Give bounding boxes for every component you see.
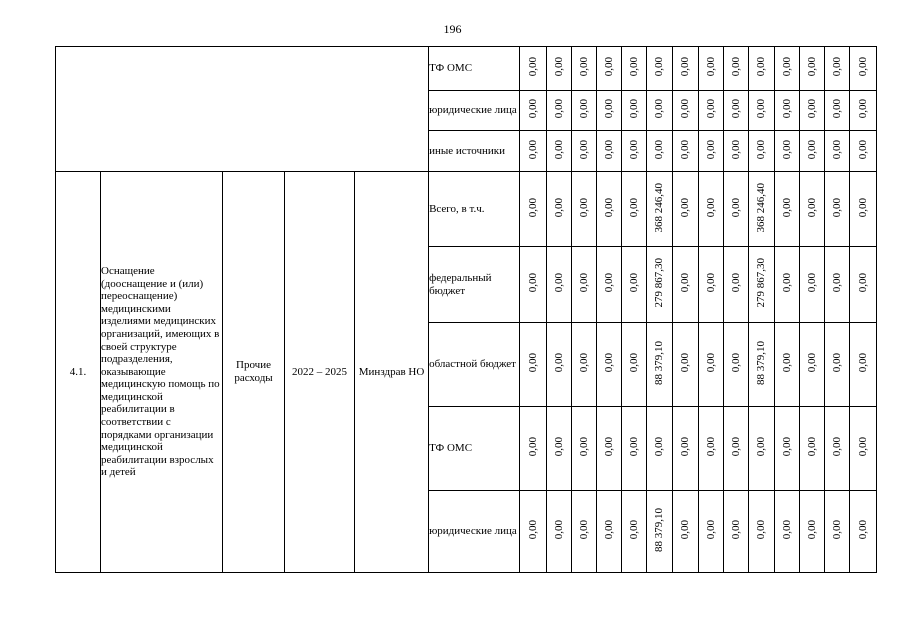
value-cell xyxy=(520,407,547,491)
value-text: 0,00 xyxy=(805,57,818,77)
item-number: 4.1. xyxy=(56,172,101,573)
value-text: 0,00 xyxy=(679,139,692,160)
funding-source: федеральный бюджет xyxy=(429,247,520,323)
value-text: 0,00 xyxy=(704,99,717,119)
value-cell xyxy=(749,91,775,131)
value-cell xyxy=(597,323,622,407)
value-cell xyxy=(749,172,775,247)
value-text: 0,00 xyxy=(805,139,818,160)
value-cell xyxy=(597,131,622,172)
value-text: 0,00 xyxy=(653,57,666,77)
value-cell xyxy=(724,47,749,91)
table-row xyxy=(56,172,877,247)
value-cell xyxy=(825,47,850,91)
value-text: 0,00 xyxy=(679,197,692,218)
value-cell xyxy=(825,172,850,247)
value-cell xyxy=(749,323,775,407)
value-text: 0,00 xyxy=(805,273,818,293)
value-cell xyxy=(800,91,825,131)
value-text: 0,00 xyxy=(602,437,615,457)
value-cell xyxy=(825,91,850,131)
value-cell xyxy=(572,247,597,323)
value-cell xyxy=(699,172,724,247)
value-text: 0,00 xyxy=(830,520,843,540)
value-text: 0,00 xyxy=(577,520,590,540)
value-cell xyxy=(547,323,572,407)
value-text: 0,00 xyxy=(653,437,666,457)
value-cell xyxy=(775,407,800,491)
value-cell xyxy=(622,172,647,247)
value-text: 0,00 xyxy=(729,520,742,540)
value-text: 0,00 xyxy=(552,139,565,160)
value-cell xyxy=(825,247,850,323)
value-text: 88 379,10 xyxy=(653,341,666,385)
value-cell xyxy=(520,47,547,91)
period: 2022 – 2025 xyxy=(285,172,355,573)
empty-merged-cell xyxy=(56,47,429,172)
value-text: 0,00 xyxy=(780,99,793,119)
funding-source: Всего, в т.ч. xyxy=(429,172,520,247)
value-text: 0,00 xyxy=(704,520,717,540)
value-cell xyxy=(572,491,597,573)
value-text: 0,00 xyxy=(602,57,615,77)
expense-type: Прочие расходы xyxy=(223,172,285,573)
value-text: 0,00 xyxy=(526,99,539,119)
value-cell xyxy=(825,131,850,172)
value-cell xyxy=(800,491,825,573)
value-text: 0,00 xyxy=(552,273,565,293)
value-cell xyxy=(622,323,647,407)
value-text: 0,00 xyxy=(602,353,615,373)
value-text: 0,00 xyxy=(602,99,615,119)
value-cell xyxy=(597,91,622,131)
value-cell xyxy=(673,172,699,247)
value-cell xyxy=(825,323,850,407)
value-text: 0,00 xyxy=(830,197,843,218)
value-text: 0,00 xyxy=(602,139,615,160)
value-text: 368 246,40 xyxy=(653,182,666,233)
value-text: 0,00 xyxy=(805,197,818,218)
value-cell xyxy=(547,172,572,247)
value-text: 0,00 xyxy=(679,57,692,77)
value-cell xyxy=(800,47,825,91)
value-cell xyxy=(673,247,699,323)
value-cell xyxy=(622,407,647,491)
value-cell xyxy=(775,91,800,131)
page-number: 196 xyxy=(443,22,462,36)
value-cell xyxy=(622,47,647,91)
value-text: 0,00 xyxy=(830,99,843,119)
value-cell xyxy=(775,172,800,247)
value-cell xyxy=(724,247,749,323)
value-text: 88 379,10 xyxy=(653,508,666,552)
value-text: 0,00 xyxy=(729,139,742,160)
value-text: 0,00 xyxy=(830,273,843,293)
value-cell xyxy=(647,47,673,91)
value-text: 0,00 xyxy=(679,437,692,457)
value-cell xyxy=(825,407,850,491)
value-text: 0,00 xyxy=(602,273,615,293)
value-text: 0,00 xyxy=(526,273,539,293)
value-text: 0,00 xyxy=(780,353,793,373)
value-text: 0,00 xyxy=(577,139,590,160)
value-text: 0,00 xyxy=(627,273,640,293)
value-text: 0,00 xyxy=(577,57,590,77)
value-cell xyxy=(673,491,699,573)
value-cell xyxy=(673,407,699,491)
value-cell xyxy=(647,172,673,247)
value-text: 0,00 xyxy=(805,353,818,373)
value-cell xyxy=(572,47,597,91)
value-text: 0,00 xyxy=(704,139,717,160)
value-text: 0,00 xyxy=(729,99,742,119)
value-cell xyxy=(749,491,775,573)
program-table xyxy=(55,46,877,573)
value-cell xyxy=(724,172,749,247)
value-cell xyxy=(699,131,724,172)
value-cell xyxy=(749,47,775,91)
value-text: 0,00 xyxy=(780,437,793,457)
value-text: 0,00 xyxy=(679,99,692,119)
value-text: 0,00 xyxy=(552,437,565,457)
value-text: 0,00 xyxy=(602,197,615,218)
value-text: 0,00 xyxy=(805,437,818,457)
value-text: 0,00 xyxy=(729,57,742,77)
value-cell xyxy=(800,172,825,247)
value-cell xyxy=(699,47,724,91)
value-cell xyxy=(749,407,775,491)
value-cell xyxy=(572,172,597,247)
value-text: 0,00 xyxy=(627,353,640,373)
value-cell xyxy=(520,91,547,131)
value-text: 279 867,30 xyxy=(755,258,768,308)
value-text: 0,00 xyxy=(627,437,640,457)
value-text: 0,00 xyxy=(830,139,843,160)
value-text: 0,00 xyxy=(577,353,590,373)
value-cell xyxy=(775,247,800,323)
value-cell xyxy=(622,491,647,573)
value-cell xyxy=(724,323,749,407)
value-cell xyxy=(850,131,877,172)
value-cell xyxy=(800,247,825,323)
value-text: 88 379,10 xyxy=(755,341,768,385)
value-cell xyxy=(547,491,572,573)
value-text: 0,00 xyxy=(627,99,640,119)
value-text: 0,00 xyxy=(805,520,818,540)
value-text: 0,00 xyxy=(830,437,843,457)
value-cell xyxy=(850,491,877,573)
value-text: 0,00 xyxy=(627,197,640,218)
value-text: 0,00 xyxy=(679,353,692,373)
value-cell xyxy=(749,247,775,323)
value-text: 368 246,40 xyxy=(755,182,768,233)
value-cell xyxy=(800,131,825,172)
value-cell xyxy=(547,47,572,91)
value-cell xyxy=(622,131,647,172)
value-cell xyxy=(673,131,699,172)
value-text: 0,00 xyxy=(729,197,742,218)
value-cell xyxy=(520,323,547,407)
funding-source: ТФ ОМС xyxy=(429,47,520,91)
value-cell xyxy=(724,131,749,172)
value-cell xyxy=(673,47,699,91)
value-text: 0,00 xyxy=(780,57,793,77)
value-text: 0,00 xyxy=(526,139,539,160)
value-text: 0,00 xyxy=(552,353,565,373)
value-text: 0,00 xyxy=(755,99,768,119)
value-text: 0,00 xyxy=(856,520,869,540)
value-cell xyxy=(547,131,572,172)
value-cell xyxy=(775,491,800,573)
value-cell xyxy=(520,247,547,323)
value-cell xyxy=(850,323,877,407)
value-text: 0,00 xyxy=(552,520,565,540)
value-cell xyxy=(673,91,699,131)
value-text: 0,00 xyxy=(704,57,717,77)
value-text: 0,00 xyxy=(755,437,768,457)
value-cell xyxy=(699,247,724,323)
value-text: 0,00 xyxy=(856,273,869,293)
value-text: 0,00 xyxy=(577,99,590,119)
value-text: 0,00 xyxy=(577,197,590,218)
value-cell xyxy=(647,131,673,172)
table-body xyxy=(56,47,877,573)
value-text: 0,00 xyxy=(780,139,793,160)
value-cell xyxy=(572,323,597,407)
value-text: 0,00 xyxy=(704,353,717,373)
value-cell xyxy=(800,323,825,407)
value-text: 0,00 xyxy=(602,520,615,540)
funding-source: областной бюджет xyxy=(429,323,520,407)
value-cell xyxy=(547,91,572,131)
value-cell xyxy=(724,407,749,491)
value-cell xyxy=(825,491,850,573)
value-text: 0,00 xyxy=(526,437,539,457)
value-cell xyxy=(597,172,622,247)
value-text: 0,00 xyxy=(830,353,843,373)
table-row xyxy=(56,47,877,91)
value-cell xyxy=(520,172,547,247)
value-cell xyxy=(597,407,622,491)
value-cell xyxy=(597,247,622,323)
value-cell xyxy=(572,131,597,172)
value-cell xyxy=(800,407,825,491)
value-text: 0,00 xyxy=(856,57,869,77)
value-text: 0,00 xyxy=(679,520,692,540)
value-cell xyxy=(749,131,775,172)
value-cell xyxy=(597,47,622,91)
value-cell xyxy=(647,491,673,573)
value-text: 0,00 xyxy=(856,99,869,119)
value-text: 0,00 xyxy=(780,197,793,218)
value-text: 0,00 xyxy=(729,273,742,293)
value-cell xyxy=(520,131,547,172)
value-cell xyxy=(572,91,597,131)
value-cell xyxy=(699,491,724,573)
value-text: 0,00 xyxy=(704,273,717,293)
funding-source: иные источники xyxy=(429,131,520,172)
value-text: 0,00 xyxy=(526,520,539,540)
value-text: 0,00 xyxy=(679,273,692,293)
value-cell xyxy=(775,47,800,91)
value-cell xyxy=(699,91,724,131)
value-cell xyxy=(647,91,673,131)
value-cell xyxy=(647,247,673,323)
value-text: 0,00 xyxy=(627,57,640,77)
value-text: 0,00 xyxy=(704,197,717,218)
executor: Минздрав НО xyxy=(355,172,429,573)
value-text: 0,00 xyxy=(856,197,869,218)
value-cell xyxy=(572,407,597,491)
value-cell xyxy=(622,247,647,323)
value-cell xyxy=(850,91,877,131)
value-text: 279 867,30 xyxy=(653,258,666,308)
value-cell xyxy=(850,172,877,247)
value-cell xyxy=(647,323,673,407)
value-cell xyxy=(622,91,647,131)
item-name: Оснащение (дооснащение и (или) переоснащение) медицинскими изделиями медицинских организаций, имеющих в своей структуре подразделения, оказывающие медицинскую помощь по медицинской реабилитации в соответствии с порядками организации медицинской реабилитации взрослых и детей xyxy=(101,172,223,573)
value-text: 0,00 xyxy=(856,139,869,160)
value-text: 0,00 xyxy=(577,273,590,293)
value-text: 0,00 xyxy=(830,57,843,77)
funding-source: ТФ ОМС xyxy=(429,407,520,491)
value-cell xyxy=(850,247,877,323)
value-cell xyxy=(775,323,800,407)
value-cell xyxy=(547,247,572,323)
value-cell xyxy=(775,131,800,172)
value-text: 0,00 xyxy=(627,139,640,160)
value-text: 0,00 xyxy=(526,57,539,77)
value-text: 0,00 xyxy=(627,520,640,540)
value-cell xyxy=(699,407,724,491)
funding-source: юридические лица xyxy=(429,491,520,573)
value-text: 0,00 xyxy=(577,437,590,457)
value-cell xyxy=(520,491,547,573)
value-cell xyxy=(850,407,877,491)
value-cell xyxy=(673,323,699,407)
value-text: 0,00 xyxy=(856,437,869,457)
value-text: 0,00 xyxy=(780,520,793,540)
value-cell xyxy=(597,491,622,573)
value-cell xyxy=(699,323,724,407)
value-text: 0,00 xyxy=(526,353,539,373)
value-cell xyxy=(850,47,877,91)
value-cell xyxy=(647,407,673,491)
value-text: 0,00 xyxy=(780,273,793,293)
value-text: 0,00 xyxy=(755,57,768,77)
value-text: 0,00 xyxy=(552,197,565,218)
value-text: 0,00 xyxy=(552,99,565,119)
value-text: 0,00 xyxy=(704,437,717,457)
value-text: 0,00 xyxy=(755,520,768,540)
value-text: 0,00 xyxy=(526,197,539,218)
value-text: 0,00 xyxy=(755,139,768,160)
value-cell xyxy=(724,91,749,131)
value-text: 0,00 xyxy=(729,353,742,373)
value-text: 0,00 xyxy=(653,99,666,119)
value-cell xyxy=(724,491,749,573)
value-text: 0,00 xyxy=(805,99,818,119)
value-text: 0,00 xyxy=(729,437,742,457)
value-text: 0,00 xyxy=(653,139,666,160)
value-text: 0,00 xyxy=(856,353,869,373)
value-text: 0,00 xyxy=(552,57,565,77)
funding-source: юридические лица xyxy=(429,91,520,131)
value-cell xyxy=(547,407,572,491)
